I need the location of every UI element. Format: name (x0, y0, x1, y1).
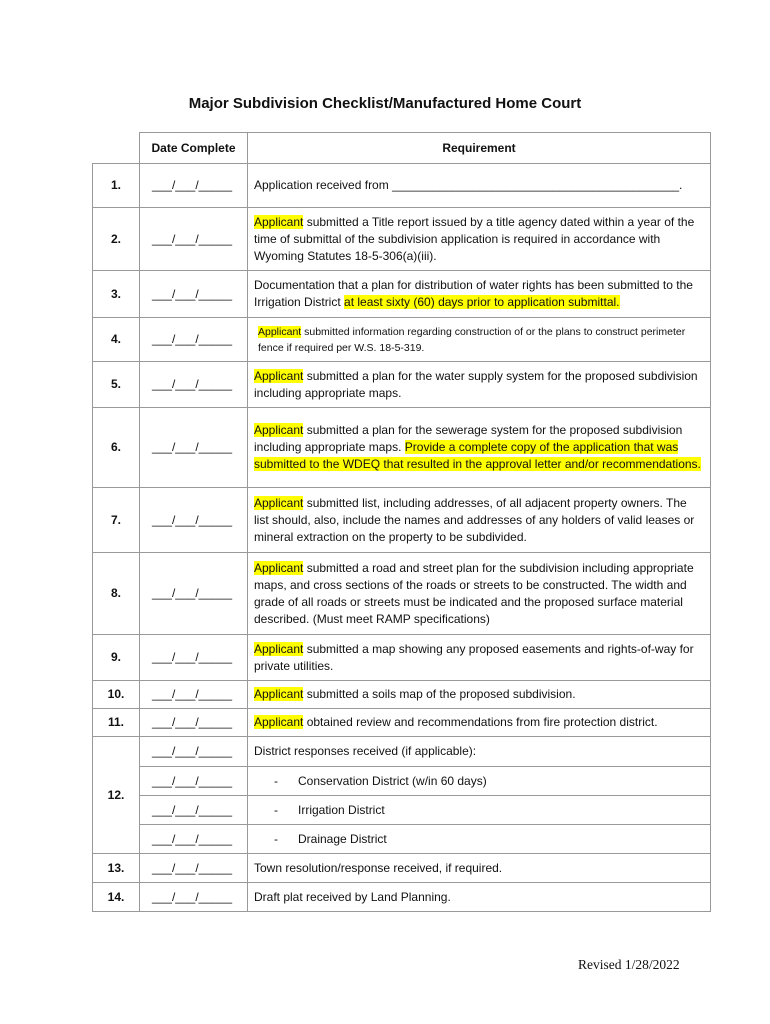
date-complete-field[interactable]: ___/___/_____ (140, 362, 248, 408)
checklist-row (93, 318, 711, 362)
requirement-text (248, 825, 711, 854)
bullet-dash: - (274, 773, 278, 788)
row-number: 2. (93, 208, 140, 271)
row-number: 11. (93, 709, 140, 737)
checklist-body (93, 164, 711, 912)
checklist-row (93, 553, 711, 635)
requirement-text: Draft plat received by Land Planning. (248, 883, 711, 912)
checklist-row (93, 164, 711, 208)
checklist-row (93, 854, 711, 883)
requirement-text (248, 362, 711, 408)
requirement-text (248, 208, 711, 271)
row-number: 9. (93, 635, 140, 681)
requirement-text-part: submitted information regarding construction of or the plans to construct perimeter fence if required per W.S. 18-5-319. (258, 325, 686, 354)
requirement-text-part: submitted a road and street plan for the subdivision including appropriate maps, and cross sections of the roads or streets to be constructed. The width and grade of all roads or streets must be indicated and the proposed surface material described. (Must meet RAMP specifications) (254, 560, 694, 626)
requirement-text (248, 553, 711, 635)
checklist-row (93, 488, 711, 553)
date-complete-field[interactable]: ___/___/_____ (140, 553, 248, 635)
requirement-text-part: submitted a soils map of the proposed subdivision. (303, 687, 576, 701)
requirement-text (248, 709, 711, 737)
checklist-row (93, 767, 711, 796)
requirement-text (248, 681, 711, 709)
district-name: Conservation District (w/in 60 days) (298, 773, 487, 788)
date-complete-field[interactable]: ___/___/_____ (140, 635, 248, 681)
highlighted-text: at least sixty (60) days prior to application submittal. (344, 295, 620, 309)
checklist-row (93, 635, 711, 681)
checklist-row (93, 883, 711, 912)
date-complete-field[interactable]: ___/___/_____ (140, 737, 248, 767)
row-number: 1. (93, 164, 140, 208)
requirement-text-part: submitted list, including addresses, of all adjacent property owners. The list should, also, include the names and addresses of any holders of valid leases or mineral extraction on the property to be subdivided. (254, 495, 695, 544)
checklist-table (92, 132, 711, 912)
checklist-row (93, 271, 711, 318)
date-complete-field[interactable]: ___/___/_____ (140, 318, 248, 362)
requirement-text (248, 796, 711, 825)
checklist-row (93, 362, 711, 408)
header-requirement: Requirement (248, 133, 711, 164)
row-number: 12. (93, 737, 140, 854)
requirement-text-part: obtained review and recommendations from fire protection district. (303, 715, 658, 729)
header-row (93, 133, 711, 164)
highlighted-text: Applicant (254, 214, 304, 229)
row-number: 10. (93, 681, 140, 709)
requirement-text (248, 318, 711, 362)
highlighted-text: Applicant (254, 715, 304, 729)
requirement-text-part: submitted a map showing any proposed easements and rights-of-way for private utilities. (254, 641, 694, 673)
date-complete-field[interactable]: ___/___/_____ (140, 681, 248, 709)
requirement-text-part: submitted a Title report issued by a title agency dated within a year of the time of submittal of the subdivision application is required in accordance with Wyoming Statutes 18-5-306(a)(iii). (254, 214, 695, 263)
checklist-row (93, 408, 711, 488)
requirement-text (248, 271, 711, 318)
header-date-complete: Date Complete (140, 133, 248, 164)
highlighted-text: Applicant (254, 687, 304, 701)
requirement-text (248, 488, 711, 553)
district-name: Drainage District (298, 831, 387, 846)
date-complete-field[interactable]: ___/___/_____ (140, 208, 248, 271)
requirement-text (248, 164, 711, 208)
date-complete-field[interactable]: ___/___/_____ (140, 854, 248, 883)
row-number: 7. (93, 488, 140, 553)
highlighted-text: Applicant (254, 423, 304, 437)
date-complete-field[interactable]: ___/___/_____ (140, 408, 248, 488)
row-number: 13. (93, 854, 140, 883)
checklist-row (93, 825, 711, 854)
checklist-row (93, 737, 711, 767)
row-number: 14. (93, 883, 140, 912)
date-complete-field[interactable]: ___/___/_____ (140, 825, 248, 854)
requirement-text (248, 767, 711, 796)
checklist-row (93, 709, 711, 737)
requirement-text-part: submitted a plan for the sewerage system for the proposed subdivision including appropriate maps. (254, 423, 683, 454)
header-blank (93, 133, 140, 164)
date-complete-field[interactable]: ___/___/_____ (140, 271, 248, 318)
row-number: 6. (93, 408, 140, 488)
row-number: 4. (93, 318, 140, 362)
highlighted-text: Applicant (254, 495, 304, 510)
requirement-text-part: Documentation that a plan for distribution of water rights has been submitted to the Irrigation District (254, 278, 693, 309)
highlighted-text: Applicant (254, 560, 304, 575)
bullet-dash: - (274, 802, 278, 817)
requirement-text (248, 408, 711, 488)
requirement-text (248, 635, 711, 681)
requirement-text: Town resolution/response received, if required. (248, 854, 711, 883)
requirement-text: District responses received (if applicable): (248, 737, 711, 767)
highlighted-text: Applicant (254, 641, 304, 656)
date-complete-field[interactable]: ___/___/_____ (140, 488, 248, 553)
requirement-text-part: Application received from ___________________________________________. (254, 178, 683, 192)
date-complete-field[interactable]: ___/___/_____ (140, 796, 248, 825)
checklist-row (93, 796, 711, 825)
date-complete-field[interactable]: ___/___/_____ (140, 883, 248, 912)
date-complete-field[interactable]: ___/___/_____ (140, 767, 248, 796)
date-complete-field[interactable]: ___/___/_____ (140, 164, 248, 208)
highlighted-text: Provide a complete copy of the application that was submitted to the WDEQ that resulted in the approval letter and/or recommendations. (254, 440, 701, 471)
requirement-text-part: submitted a plan for the water supply system for the proposed subdivision including appropriate maps. (254, 368, 698, 400)
checklist-row (93, 208, 711, 271)
page-title: Major Subdivision Checklist/Manufactured Home Court (188, 95, 582, 112)
row-number: 5. (93, 362, 140, 408)
row-number: 8. (93, 553, 140, 635)
revised-date: Revised 1/28/2022 (578, 957, 680, 972)
bullet-dash: - (274, 831, 278, 846)
highlighted-text: Applicant (258, 325, 302, 338)
checklist-row (93, 681, 711, 709)
highlighted-text: Applicant (254, 368, 304, 383)
district-name: Irrigation District (298, 802, 385, 817)
date-complete-field[interactable]: ___/___/_____ (140, 709, 248, 737)
row-number: 3. (93, 271, 140, 318)
